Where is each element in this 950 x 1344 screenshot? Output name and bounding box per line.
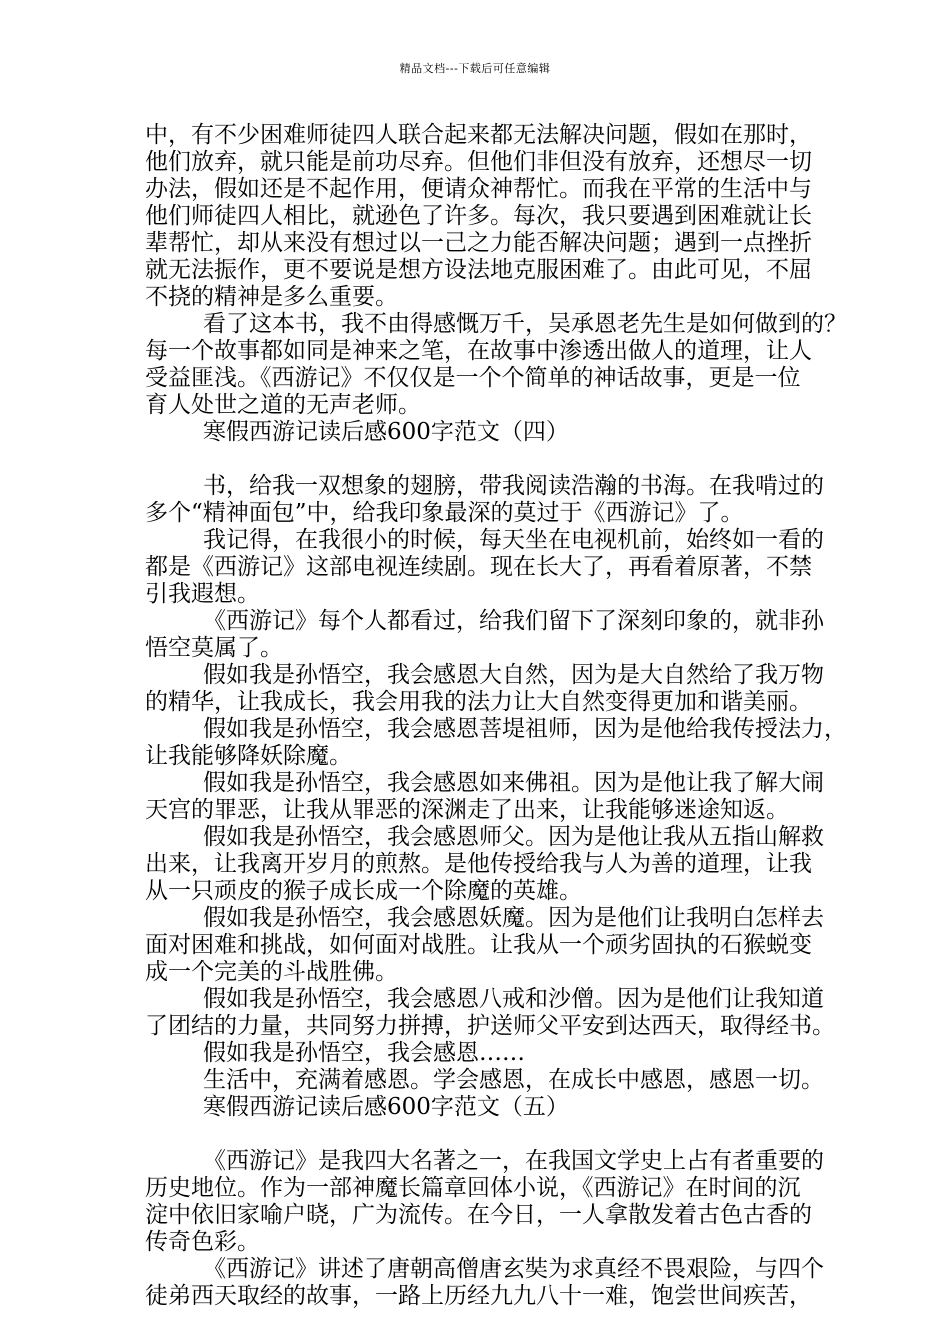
- text-line: 《西游记》讲述了唐朝高僧唐玄奘为求真经不畏艰险，与四个: [203, 1256, 824, 1282]
- text-line: 多个“精神面包”中，给我印象最深的莫过于《西游记》了。: [145, 500, 744, 526]
- text-line: 假如我是孙悟空，我会感恩菩堤祖师，因为是他给我传授法力，: [203, 716, 847, 742]
- blank-line: [145, 1121, 817, 1148]
- text-line: 寒假西游记读后感600字范文（五）: [203, 1094, 569, 1120]
- text-line: 育人处世之道的无声老师。: [145, 392, 421, 418]
- text-line: 假如我是孙悟空，我会感恩八戒和沙僧。因为是他们让我知道: [203, 986, 824, 1012]
- page-header: 精品文档---下载后可任意编辑: [399, 62, 551, 75]
- text-line: 看了这本书，我不由得感慨万千，吴承恩老先生是如何做到的？: [203, 311, 847, 337]
- text-line: 假如我是孙悟空，我会感恩大自然，因为是大自然给了我万物: [203, 662, 824, 688]
- text-line: 办法，假如还是不起作用，便请众神帮忙。而我在平常的生活中与: [145, 176, 812, 202]
- text-line: 面对困难和挑战，如何面对战胜。让我从一个顽劣固执的石猴蜕变: [145, 932, 812, 958]
- text-line: 假如我是孙悟空，我会感恩如来佛祖。因为是他让我了解大闹: [203, 770, 824, 796]
- text-line: 悟空莫属了。: [145, 635, 283, 661]
- text-line: 《西游记》每个人都看过，给我们留下了深刻印象的，就非孙: [203, 608, 824, 634]
- text-line: 就无法振作，更不要说是想方设法地克服困难了。由此可见，不屈: [145, 257, 812, 283]
- text-line: 受益匪浅。《西游记》不仅仅是一个个简单的神话故事，更是一位: [145, 365, 801, 391]
- text-line: 《西游记》是我四大名著之一，在我国文学史上占有者重要的: [203, 1148, 824, 1174]
- text-line: 引我遐想。: [145, 581, 260, 607]
- text-line: 了团结的力量，共同努力拼搏，护送师父平安到达西天，取得经书。: [145, 1013, 835, 1039]
- text-line: 淀中依旧家喻户晓，广为流传。在今日，一人拿散发着古色古香的: [145, 1202, 812, 1228]
- text-line: 辈帮忙，却从来没有想过以一己之力能否解决问题；遇到一点挫折: [145, 230, 812, 256]
- text-line: 生活中，充满着感恩。学会感恩，在成长中感恩，感恩一切。: [203, 1067, 824, 1093]
- text-line: 寒假西游记读后感600字范文（四）: [203, 419, 569, 445]
- blank-line: [145, 446, 817, 473]
- text-line: 让我能够降妖除魔。: [145, 743, 352, 769]
- text-line: 出来，让我离开岁月的煎熬。是他传授给我与人为善的道理，让我: [145, 851, 812, 877]
- text-line: 不挠的精神是多么重要。: [145, 284, 398, 310]
- text-line: 从一只顽皮的猴子成长成一个除魔的英雄。: [145, 878, 582, 904]
- text-line: 成一个完美的斗战胜佛。: [145, 959, 398, 985]
- text-line: 假如我是孙悟空，我会感恩师父。因为是他让我从五指山解救: [203, 824, 824, 850]
- text-line: 他们师徒四人相比，就逊色了许多。每次，我只要遇到困难就让长: [145, 203, 812, 229]
- text-line: 假如我是孙悟空，我会感恩妖魔。因为是他们让我明白怎样去: [203, 905, 824, 931]
- text-line: 传奇色彩。: [145, 1229, 260, 1255]
- text-line: 假如我是孙悟空，我会感恩……: [203, 1040, 525, 1066]
- text-line: 天宫的罪恶，让我从罪恶的深渊走了出来，让我能够迷途知返。: [145, 797, 789, 823]
- text-line: 书，给我一双想象的翅膀，带我阅读浩瀚的书海。在我啃过的: [203, 473, 824, 499]
- text-line: 中，有不少困难师徒四人联合起来都无法解决问题，假如在那时，: [145, 122, 812, 148]
- text-line: 我记得，在我很小的时候，每天坐在电视机前，始终如一看的: [203, 527, 824, 553]
- document-body: [145, 122, 847, 1310]
- text-line: 徒弟西天取经的故事，一路上历经九九八十一难，饱尝世间疾苦，: [145, 1283, 812, 1309]
- text-line: 他们放弃，就只能是前功尽弃。但他们非但没有放弃，还想尽一切: [145, 149, 812, 175]
- text-line: 每一个故事都如同是神来之笔，在故事中渗透出做人的道理，让人: [145, 338, 812, 364]
- text-line: 都是《西游记》这部电视连续剧。现在长大了，再看着原著，不禁: [145, 554, 812, 580]
- text-line: 历史地位。作为一部神魔长篇章回体小说，《西游记》在时间的沉: [145, 1175, 801, 1201]
- text-line: 的精华，让我成长，我会用我的法力让大自然变得更加和谐美丽。: [145, 689, 812, 715]
